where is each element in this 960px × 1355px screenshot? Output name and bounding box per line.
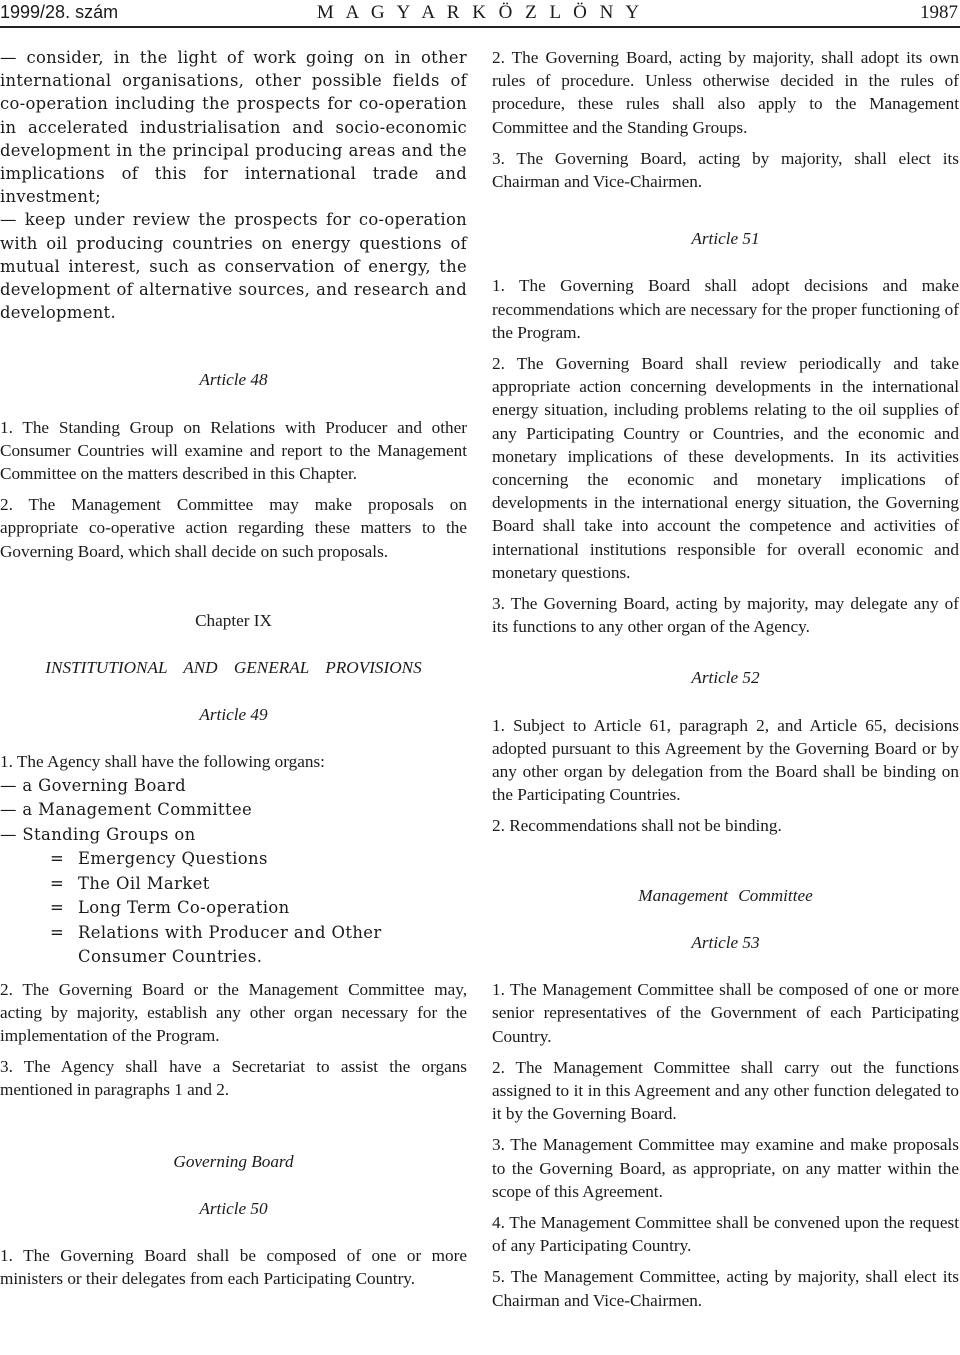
right-column xyxy=(492,46,959,1320)
paragraph: 1. The Governing Board shall be composed of one or more ministers or their delegates from each Participating Country. xyxy=(0,1246,467,1289)
paragraph: 3. The Governing Board, acting by majority, may delegate any of its functions to any other organ of the Agency. xyxy=(492,594,959,637)
paragraph: 2. The Governing Board, acting by majority, shall adopt its own rules of procedure. Unless otherwise decided in the rules of procedure, these rules shall also apply to the Management Committee and the Standing Groups. xyxy=(492,48,959,137)
page-header xyxy=(0,0,960,30)
group-item: = The Oil Market xyxy=(50,873,210,893)
page-number: 1987 xyxy=(920,2,958,23)
paragraph: 1. The Standing Group on Relations with Producer and other Consumer Countries will examine and report to the Management Committee on the matters described in this Chapter. xyxy=(0,417,467,484)
left-column xyxy=(0,46,467,1299)
paragraph: 2. The Governing Board or the Management Committee may, acting by majority, establish any other organ necessary for the implementation of the Program. xyxy=(0,979,467,1046)
article-heading: Article 49 xyxy=(199,705,268,725)
paragraph: 2. Recommendations shall not be binding. xyxy=(492,816,782,836)
paragraph: 3. The Management Committee may examine and make proposals to the Governing Board, as appropriate, on any matter within the scope of this Agreement. xyxy=(492,1135,959,1201)
group-item: = Relations with Producer and Other Consumer Countries. xyxy=(50,922,382,967)
group-item: = Long Term Co-operation xyxy=(50,898,290,918)
dash-paragraph: — consider, in the light of work going on in other international organisations, other possible fields of co-operation including the prospects for co-operation in accelerated industrialisation and socio-economic development in the principal producing areas and the implications of this for international trade and investment; xyxy=(0,48,467,207)
paragraph: 2. The Management Committee shall carry out the functions assigned to it in this Agreement and any other function delegated to it by the Governing Board. xyxy=(492,1057,959,1124)
section-heading: Management Committee xyxy=(638,885,813,905)
dash-paragraph: — keep under review the prospects for co-operation with oil producing countries on energy questions of mutual interest, such as conservation of energy, the development of alternative sources, and research and development. xyxy=(0,210,467,323)
paragraph: 5. The Management Committee, acting by majority, shall elect its Chairman and Vice-Chairmen. xyxy=(492,1267,959,1310)
article-heading: Article 53 xyxy=(691,932,760,952)
header-rule xyxy=(0,26,960,28)
journal-title: M A G Y A R K Ö Z L Ö N Y xyxy=(316,2,644,23)
article-heading: Article 50 xyxy=(199,1198,268,1218)
group-item: = Emergency Questions xyxy=(50,849,268,869)
chapter-title: INSTITUTIONAL AND GENERAL PROVISIONS xyxy=(45,658,422,678)
paragraph: 3. The Agency shall have a Secretariat to assist the organs mentioned in paragraphs 1 and 2. xyxy=(0,1057,467,1100)
organ-item: — a Governing Board xyxy=(0,775,187,795)
article-heading: Article 48 xyxy=(199,370,268,390)
paragraph: 4. The Management Committee shall be convened upon the request of any Participating Country. xyxy=(492,1212,959,1256)
paragraph: 2. The Governing Board shall review periodically and take appropriate action concerning developments in the international energy situation, including problems relating to the oil supplies of any Participating Country or Countries, and the economic and monetary implications of these developments. In its activities concerning the economic and monetary implications of developments in the international energy situation, the Governing Board shall take into account the competence and activities of international institutions responsible for overall economic and monetary questions. xyxy=(492,354,959,582)
chapter-heading: Chapter IX xyxy=(195,610,272,630)
organ-item: — a Management Committee xyxy=(0,800,253,820)
paragraph: 1. The Agency shall have the following organs: xyxy=(0,752,325,772)
section-heading: Governing Board xyxy=(173,1151,294,1171)
paragraph: 2. The Management Committee may make proposals on appropriate co-operative action regarding these matters to the Governing Board, which shall decide on such proposals. xyxy=(0,495,467,561)
issue-number: 1999/28. szám xyxy=(0,2,119,22)
paragraph: 1. The Governing Board shall adopt decisions and make recommendations which are necessary for the proper functioning of the Program. xyxy=(492,276,959,342)
organ-item: — Standing Groups on xyxy=(0,824,196,844)
paragraph: 1. Subject to Article 61, paragraph 2, and Article 65, decisions adopted pursuant to this Agreement by the Governing Board or by any other organ by delegation from the Board shall be binding on the Participating Countries. xyxy=(492,715,959,805)
paragraph: 3. The Governing Board, acting by majority, shall elect its Chairman and Vice-Chairmen. xyxy=(492,148,959,192)
paragraph: 1. The Management Committee shall be composed of one or more senior representatives of the Government of each Participating Country. xyxy=(492,980,959,1046)
article-heading: Article 52 xyxy=(691,668,760,688)
article-heading: Article 51 xyxy=(691,229,760,249)
